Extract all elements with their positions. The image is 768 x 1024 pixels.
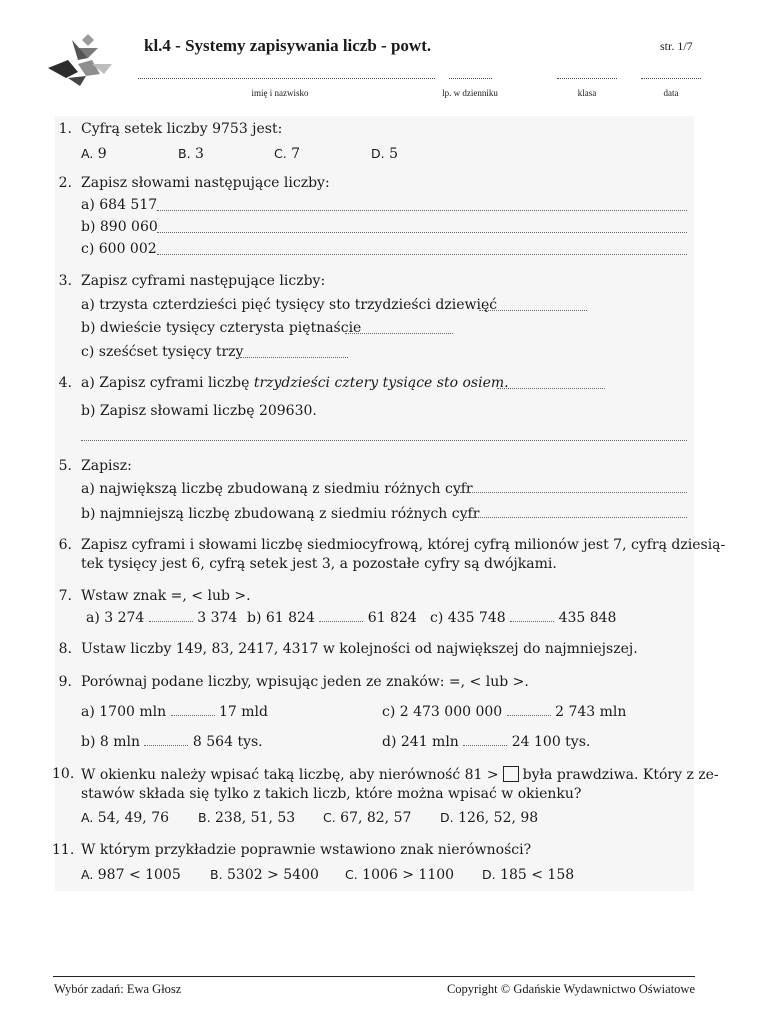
question-text: W którym przykładzie poprawnie wstawiono znak nierówności? — [81, 842, 532, 858]
date-field[interactable] — [641, 78, 701, 79]
class-label: klasa — [577, 88, 597, 98]
answer-line[interactable] — [497, 388, 605, 389]
question-number: 2. — [58, 175, 72, 191]
compare-item[interactable]: b) 61 824 61 824 — [247, 610, 417, 626]
answer-option-c[interactable]: C. 1006 > 1100 — [345, 867, 455, 883]
answer-line[interactable] — [157, 232, 687, 233]
item-label: b) Zapisz słowami liczbę 209630. — [81, 403, 317, 419]
number-label: lp. w dzienniku — [442, 88, 498, 98]
question-text: Porównaj podane liczby, wpisując jeden ze znaków: =, < lub >. — [81, 674, 529, 690]
question-number: 3. — [58, 273, 72, 289]
item-label: a) trzysta czterdzieści pięć tysięcy sto trzydzieści dziewięć — [81, 297, 498, 313]
question-number: 5. — [58, 458, 72, 474]
answer-line[interactable] — [479, 310, 587, 311]
footer-copyright: Copyright © Gdańskie Wydawnictwo Oświatowe — [446, 982, 695, 996]
question-number: 11. — [52, 842, 75, 858]
item-label: b) dwieście tysięcy czterysta piętnaście — [81, 320, 362, 336]
number-field[interactable] — [449, 78, 492, 79]
answer-option-a[interactable]: A. 987 < 1005 — [81, 867, 181, 883]
name-label: imię i nazwisko — [251, 88, 309, 98]
footer-divider — [53, 976, 695, 977]
compare-item[interactable]: a) 3 274 3 374 — [86, 610, 238, 626]
answer-line[interactable] — [240, 357, 348, 358]
compare-item[interactable]: c) 2 473 000 000 2 743 mln — [382, 704, 627, 720]
question-text: a) Zapisz cyframi liczbę trzydzieści cztery tysiące sto osiem. — [81, 375, 509, 391]
item-label: c) sześćset tysięcy trzy — [81, 344, 244, 360]
question-text: Wstaw znak =, < lub >. — [81, 588, 251, 604]
item-label: a) największą liczbę zbudowaną z siedmiu różnych cyfr — [81, 481, 473, 497]
question-text: Zapisz: — [81, 458, 132, 474]
question-number: 4. — [58, 375, 72, 391]
answer-option-c[interactable]: C. 67, 82, 57 — [323, 810, 412, 826]
answer-line[interactable] — [345, 333, 453, 334]
question-text: Zapisz cyframi i słowami liczbę siedmiocyfrową, której cyfrą milionów jest 7, cyfrą dziesią- — [81, 537, 726, 553]
date-label: data — [663, 88, 679, 98]
item-label: a) 684 517 — [81, 197, 158, 213]
name-field[interactable] — [138, 78, 435, 79]
compare-item[interactable]: b) 8 mln 8 564 tys. — [81, 734, 263, 750]
question-text: tek tysięcy jest 6, cyfrą setek jest 3, a pozostałe cyfry są dwójkami. — [81, 556, 557, 572]
publisher-logo — [48, 34, 116, 88]
question-number: 6. — [58, 537, 72, 553]
page-number: str. 1/7 — [660, 39, 693, 53]
question-number: 7. — [58, 588, 72, 604]
page-title: kl.4 - Systemy zapisywania liczb - powt. — [144, 36, 432, 55]
question-text: W okienku należy wpisać taką liczbę, aby nierówność 81 > była prawdziwa. Który z ze- — [81, 767, 719, 783]
question-text: Ustaw liczby 149, 83, 2417, 4317 w kolejności od największej do najmniejszej. — [81, 641, 638, 657]
compare-item[interactable]: a) 1700 mln 17 mld — [81, 704, 268, 720]
question-text: Zapisz cyframi następujące liczby: — [81, 273, 326, 289]
answer-option-d[interactable]: D. 185 < 158 — [482, 867, 575, 883]
question-text: stawów składa się tylko z takich liczb, które można wpisać w okienku? — [81, 786, 582, 802]
answer-option-b[interactable]: B. 238, 51, 53 — [198, 810, 296, 826]
answer-line[interactable] — [465, 517, 687, 518]
answer-option-a[interactable]: A. 54, 49, 76 — [81, 810, 170, 826]
question-text: Zapisz słowami następujące liczby: — [81, 175, 330, 191]
answer-line[interactable] — [81, 440, 687, 441]
footer-author: Wybór zadań: Ewa Głosz — [54, 982, 182, 996]
answer-box[interactable] — [503, 766, 519, 782]
answer-option-b[interactable]: B. 5302 > 5400 — [210, 867, 319, 883]
answer-option-d[interactable]: D. 5 — [371, 146, 398, 162]
compare-item[interactable]: c) 435 748 435 848 — [430, 610, 617, 626]
compare-item[interactable]: d) 241 mln 24 100 tys. — [382, 734, 591, 750]
question-number: 1. — [58, 121, 72, 137]
answer-option-c[interactable]: C. 7 — [274, 146, 301, 162]
item-label: b) 890 060 — [81, 219, 158, 235]
answer-option-b[interactable]: B. 3 — [178, 146, 204, 162]
question-text: Cyfrą setek liczby 9753 jest: — [81, 121, 283, 137]
answer-line[interactable] — [457, 492, 687, 493]
answer-option-d[interactable]: D. 126, 52, 98 — [440, 810, 539, 826]
question-number: 10. — [52, 766, 75, 782]
question-number: 8. — [58, 641, 72, 657]
answer-option-a[interactable]: A. 9 — [81, 146, 107, 162]
answer-line[interactable] — [157, 210, 687, 211]
class-field[interactable] — [557, 78, 617, 79]
question-number: 9. — [58, 674, 72, 690]
item-label: c) 600 002 — [81, 241, 157, 257]
item-label: b) najmniejszą liczbę zbudowaną z siedmiu różnych cyfr — [81, 506, 480, 522]
answer-line[interactable] — [157, 254, 687, 255]
